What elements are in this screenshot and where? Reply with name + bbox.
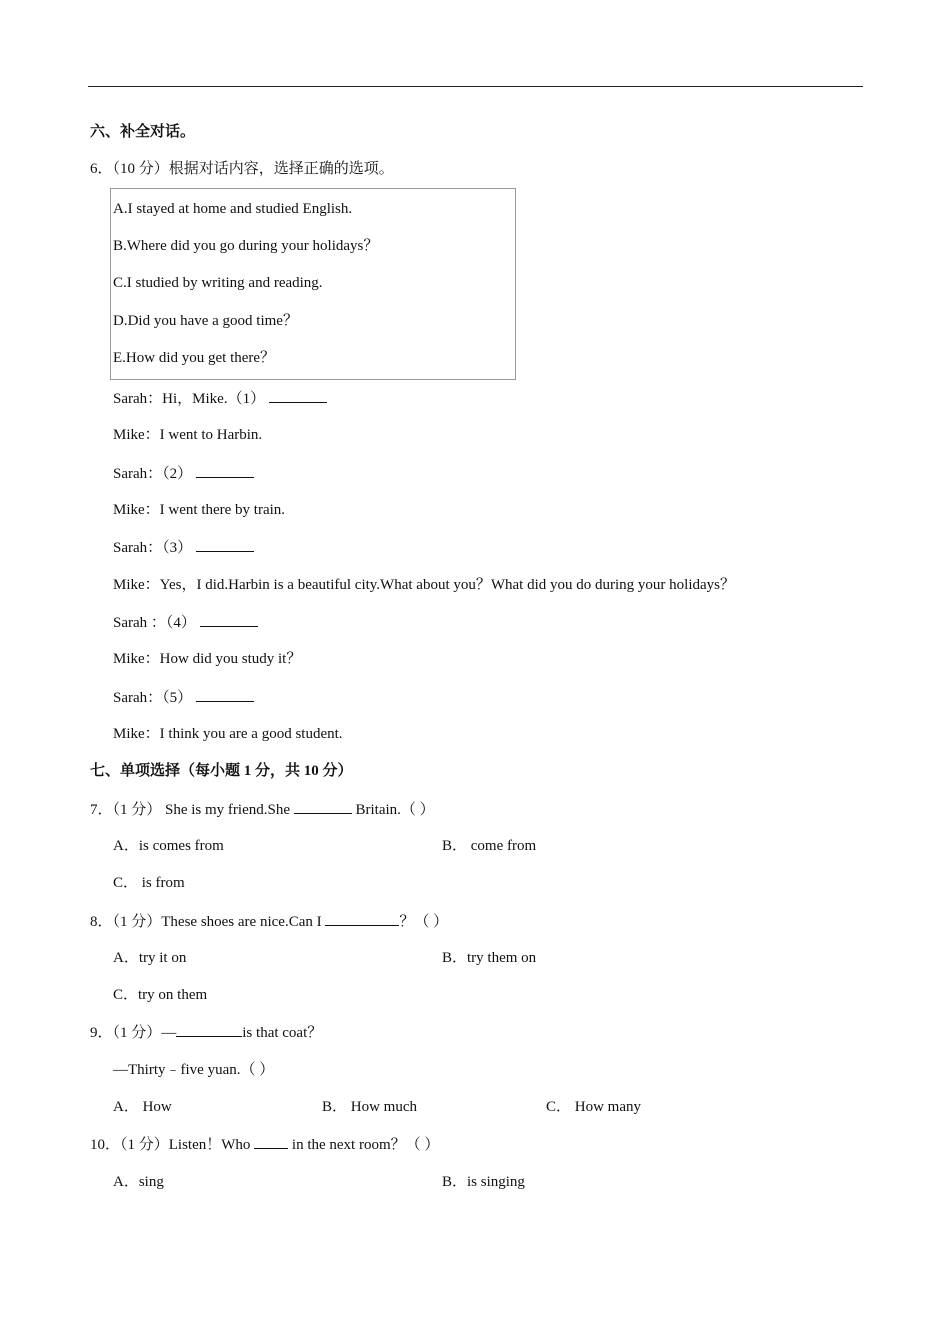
question-7-option-b[interactable]: B． come from [442,838,537,854]
question-9-prefix: 9．（1 分）— [90,1025,177,1041]
question-10-prefix: 10．（1 分）Listen！Who [90,1137,251,1153]
question-8-option-b[interactable]: B．try them on [442,950,537,966]
dialogue-line-10: Mike：I think you are a good student. [113,726,343,742]
question-7-stem [90,799,435,820]
question-8-option-a[interactable]: A．try it on [113,950,187,966]
option-c: C.I studied by writing and reading. [113,275,323,291]
dialogue-text-7: Sarah ：（4） [113,615,196,631]
dialogue-line-6: Mike：Yes，I did.Harbin is a beautiful city.What about you？What did you do during your holidays？ [113,577,735,593]
question-6-stem: 6．（10 分）根据对话内容，选择正确的选项。 [90,161,394,177]
dialogue-line-3 [113,463,254,484]
question-7-prefix: 7．（1 分） She is my friend.She [90,802,290,818]
question-7-option-a[interactable]: A．is comes from [113,838,224,854]
question-9-option-a[interactable]: A． How [113,1099,172,1115]
question-10-option-b[interactable]: B．is singing [442,1174,525,1190]
question-8-stem [90,911,448,932]
dialogue-line-1 [113,388,327,409]
question-9-option-c[interactable]: C． How many [546,1099,641,1115]
dialogue-line-7 [113,612,258,633]
option-e: E.How did you get there？ [113,350,276,366]
dialogue-line-4: Mike：I went there by train. [113,502,286,518]
question-7-suffix: Britain.（ ） [355,802,435,818]
question-10-option-a[interactable]: A．sing [113,1174,164,1190]
section-6-heading: 六、补全对话。 [90,124,196,140]
dialogue-line-8: Mike：How did you study it？ [113,651,302,667]
question-10-stem [90,1134,439,1155]
question-8-blank[interactable] [325,911,399,926]
dialogue-line-2: Mike：I went to Harbin. [113,427,263,443]
dialogue-line-9 [113,687,254,708]
question-7-option-c[interactable]: C． is from [113,875,185,891]
answer-blank-5[interactable] [196,687,254,702]
dialogue-text-9: Sarah：（5） [113,690,193,706]
option-d: D.Did you have a good time？ [113,313,298,329]
question-8-suffix: ？（ ） [399,914,449,930]
dialogue-text-1: Sarah：Hi，Mike.（1） [113,391,266,407]
option-b: B.Where did you go during your holidays？ [113,238,379,254]
question-10-blank[interactable] [254,1134,288,1149]
answer-blank-3[interactable] [196,537,254,552]
question-9-line-2: —Thirty﹣five yuan.（ ） [113,1062,275,1078]
question-10-suffix: in the next room？（ ） [291,1137,440,1153]
question-9-option-b[interactable]: B． How much [322,1099,417,1115]
answer-blank-4[interactable] [200,612,258,627]
question-7-blank[interactable] [294,799,352,814]
section-7-heading: 七、单项选择（每小题 1 分，共 10 分） [90,763,353,779]
question-9-stem [90,1022,322,1043]
question-9-suffix: is that coat？ [242,1025,323,1041]
question-8-prefix: 8．（1 分）These shoes are nice.Can I [90,914,322,930]
dialogue-text-3: Sarah：（2） [113,466,193,482]
header-rule [88,86,863,87]
answer-blank-2[interactable] [196,463,254,478]
dialogue-line-5 [113,537,254,558]
option-a: A.I stayed at home and studied English. [113,201,353,217]
question-8-option-c[interactable]: C．try on them [113,987,208,1003]
question-9-blank[interactable] [176,1022,242,1037]
answer-blank-1[interactable] [269,388,327,403]
dialogue-text-5: Sarah：（3） [113,540,193,556]
